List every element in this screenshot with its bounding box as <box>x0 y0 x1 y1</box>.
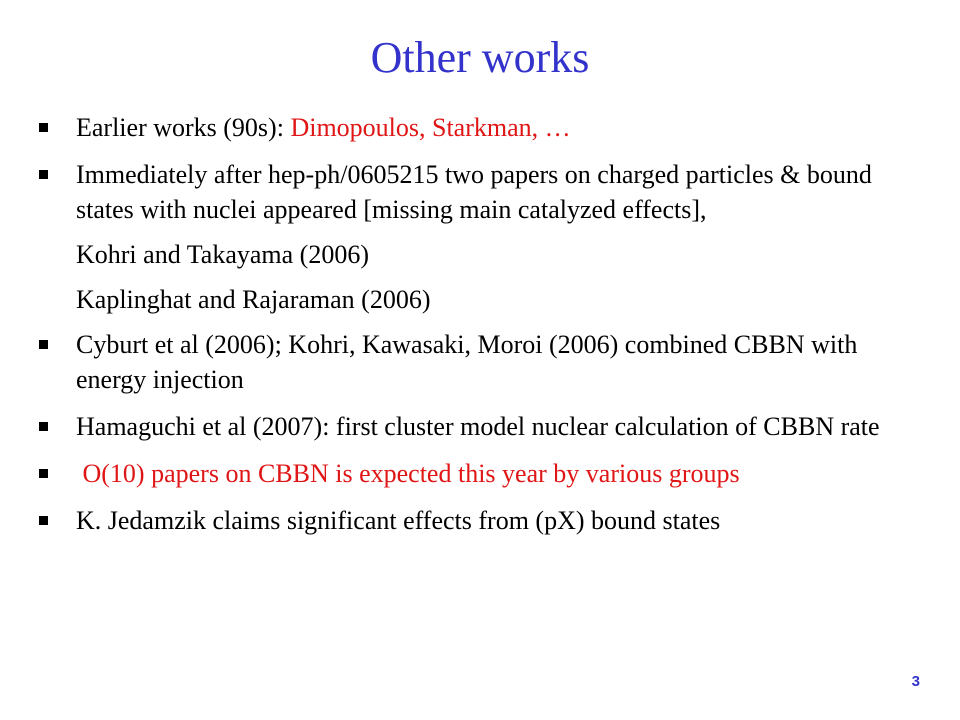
page-number: 3 <box>911 673 920 690</box>
bullet-jedamzik <box>34 503 934 538</box>
bullet-text: Cyburt et al (2006); Kohri, Kawasaki, Moroi (2006) combined CBBN with energy injection <box>76 330 858 394</box>
square-bullet-icon <box>39 469 48 478</box>
sub-item-kaplinghat-rajaraman <box>34 282 934 317</box>
square-bullet-icon <box>39 123 48 132</box>
bullet-highlight-text: Dimopoulos, Starkman, … <box>290 113 571 142</box>
bullet-list <box>34 110 934 550</box>
bullet-text: Immediately after hep-ph/0605215 two papers on charged particles & bound states with nuclei appeared [missing main catalyzed effects], <box>76 160 872 224</box>
sub-item-text: Kohri and Takayama (2006) <box>76 240 369 269</box>
sub-item-kohri-takayama <box>34 237 934 272</box>
square-bullet-icon <box>39 340 48 349</box>
bullet-text: Earlier works (90s): <box>76 113 291 142</box>
square-bullet-icon <box>39 170 48 179</box>
sub-item-text: Kaplinghat and Rajaraman (2006) <box>76 285 431 314</box>
square-bullet-icon <box>39 422 48 431</box>
bullet-hamaguchi <box>34 409 934 444</box>
bullet-earlier-works <box>34 110 934 145</box>
square-bullet-icon <box>39 516 48 525</box>
bullet-immediately-after <box>34 157 934 227</box>
bullet-cbbn-papers <box>34 456 934 491</box>
slide-title: Other works <box>370 33 590 82</box>
bullet-text: O(10) papers on CBBN is expected this year by various groups <box>76 459 740 488</box>
bullet-text: Hamaguchi et al (2007): first cluster model nuclear calculation of CBBN rate <box>76 412 880 441</box>
bullet-text: K. Jedamzik claims significant effects from (pX) bound states <box>76 506 721 535</box>
bullet-cyburt <box>34 327 934 397</box>
